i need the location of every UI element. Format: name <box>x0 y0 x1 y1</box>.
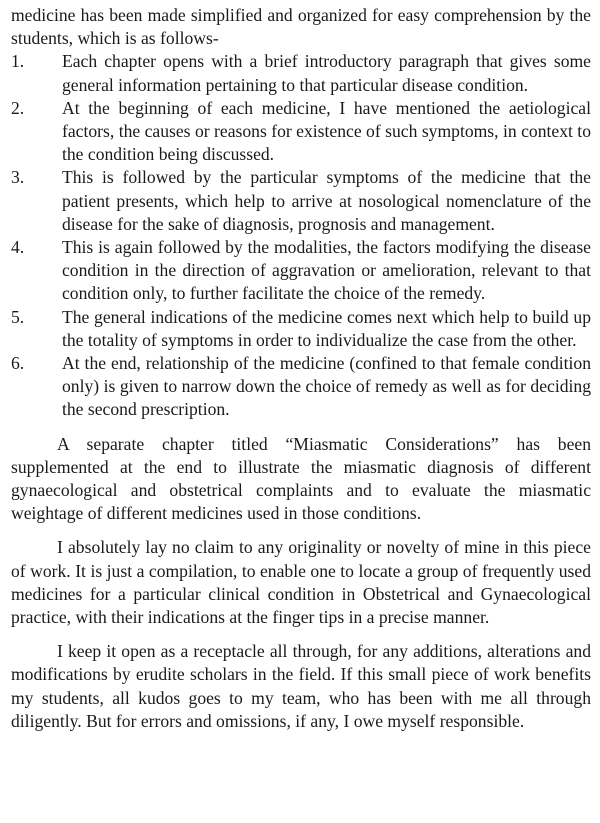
list-item-number: 6. <box>11 353 25 374</box>
numbered-list <box>11 50 591 421</box>
list-item-text: At the end, relationship of the medicine (confined to that female condition only) is given to narrow down the choice of remedy as well as for deciding the second prescription. <box>62 353 591 420</box>
paragraph-originality: I absolutely lay no claim to any originality or novelty of mine in this piece of work. It is just a compilation, to enable one to locate a group of frequently used medicines for a particular clinical condition in Obstetrical and Gynaecological practice, with their indications at the finger tips in a precise manner. <box>11 537 591 628</box>
list-item <box>11 352 591 422</box>
list-item-number: 2. <box>11 97 25 118</box>
list-item-text: The general indications of the medicine comes next which help to build up the totality of symptoms in order to individualize the case from the other. <box>62 306 591 350</box>
list-item-text: At the beginning of each medicine, I have mentioned the aetiological factors, the causes or reasons for existence of such symptoms, in context to the condition being discussed. <box>62 97 591 165</box>
list-item <box>11 306 591 352</box>
paragraph-receptacle: I keep it open as a receptacle all through, for any additions, alterations and modifications by erudite scholars in the field. If this small piece of work benefits my students, all kudos goes to my team, who has been with me all through diligently. But for errors and omissions, if any, I owe myself responsible. <box>11 641 591 731</box>
intro-text: medicine has been made simplified and organized for easy comprehension by the students, which is as follows- <box>11 5 591 49</box>
list-item <box>11 236 591 306</box>
list-item <box>11 166 591 236</box>
list-item-text: This is followed by the particular symptoms of the medicine that the patient presents, which help to arrive at nosological nomenclature of the disease for the sake of diagnosis, prognosis and management. <box>62 167 591 234</box>
list-item-number: 3. <box>11 167 25 188</box>
list-item <box>11 97 591 167</box>
list-item-number: 4. <box>11 237 25 258</box>
document-page <box>11 4 591 733</box>
list-item <box>11 50 591 96</box>
paragraph-miasmatic: A separate chapter titled “Miasmatic Considerations” has been supplemented at the end to illustrate the miasmatic diagnosis of different gynaecological and obstetrical complaints and to evaluate the miasmatic weightage of different medicines used in those conditions. <box>11 433 591 524</box>
list-item-number: 5. <box>11 306 25 327</box>
list-item-text: Each chapter opens with a brief introductory paragraph that gives some general information pertaining to that particular disease condition. <box>62 51 591 95</box>
list-item-text: This is again followed by the modalities, the factors modifying the disease condition in the direction of aggravation or amelioration, relevant to that condition only, to further facilitate the choice of the remedy. <box>62 237 591 304</box>
list-item-number: 1. <box>11 51 25 72</box>
